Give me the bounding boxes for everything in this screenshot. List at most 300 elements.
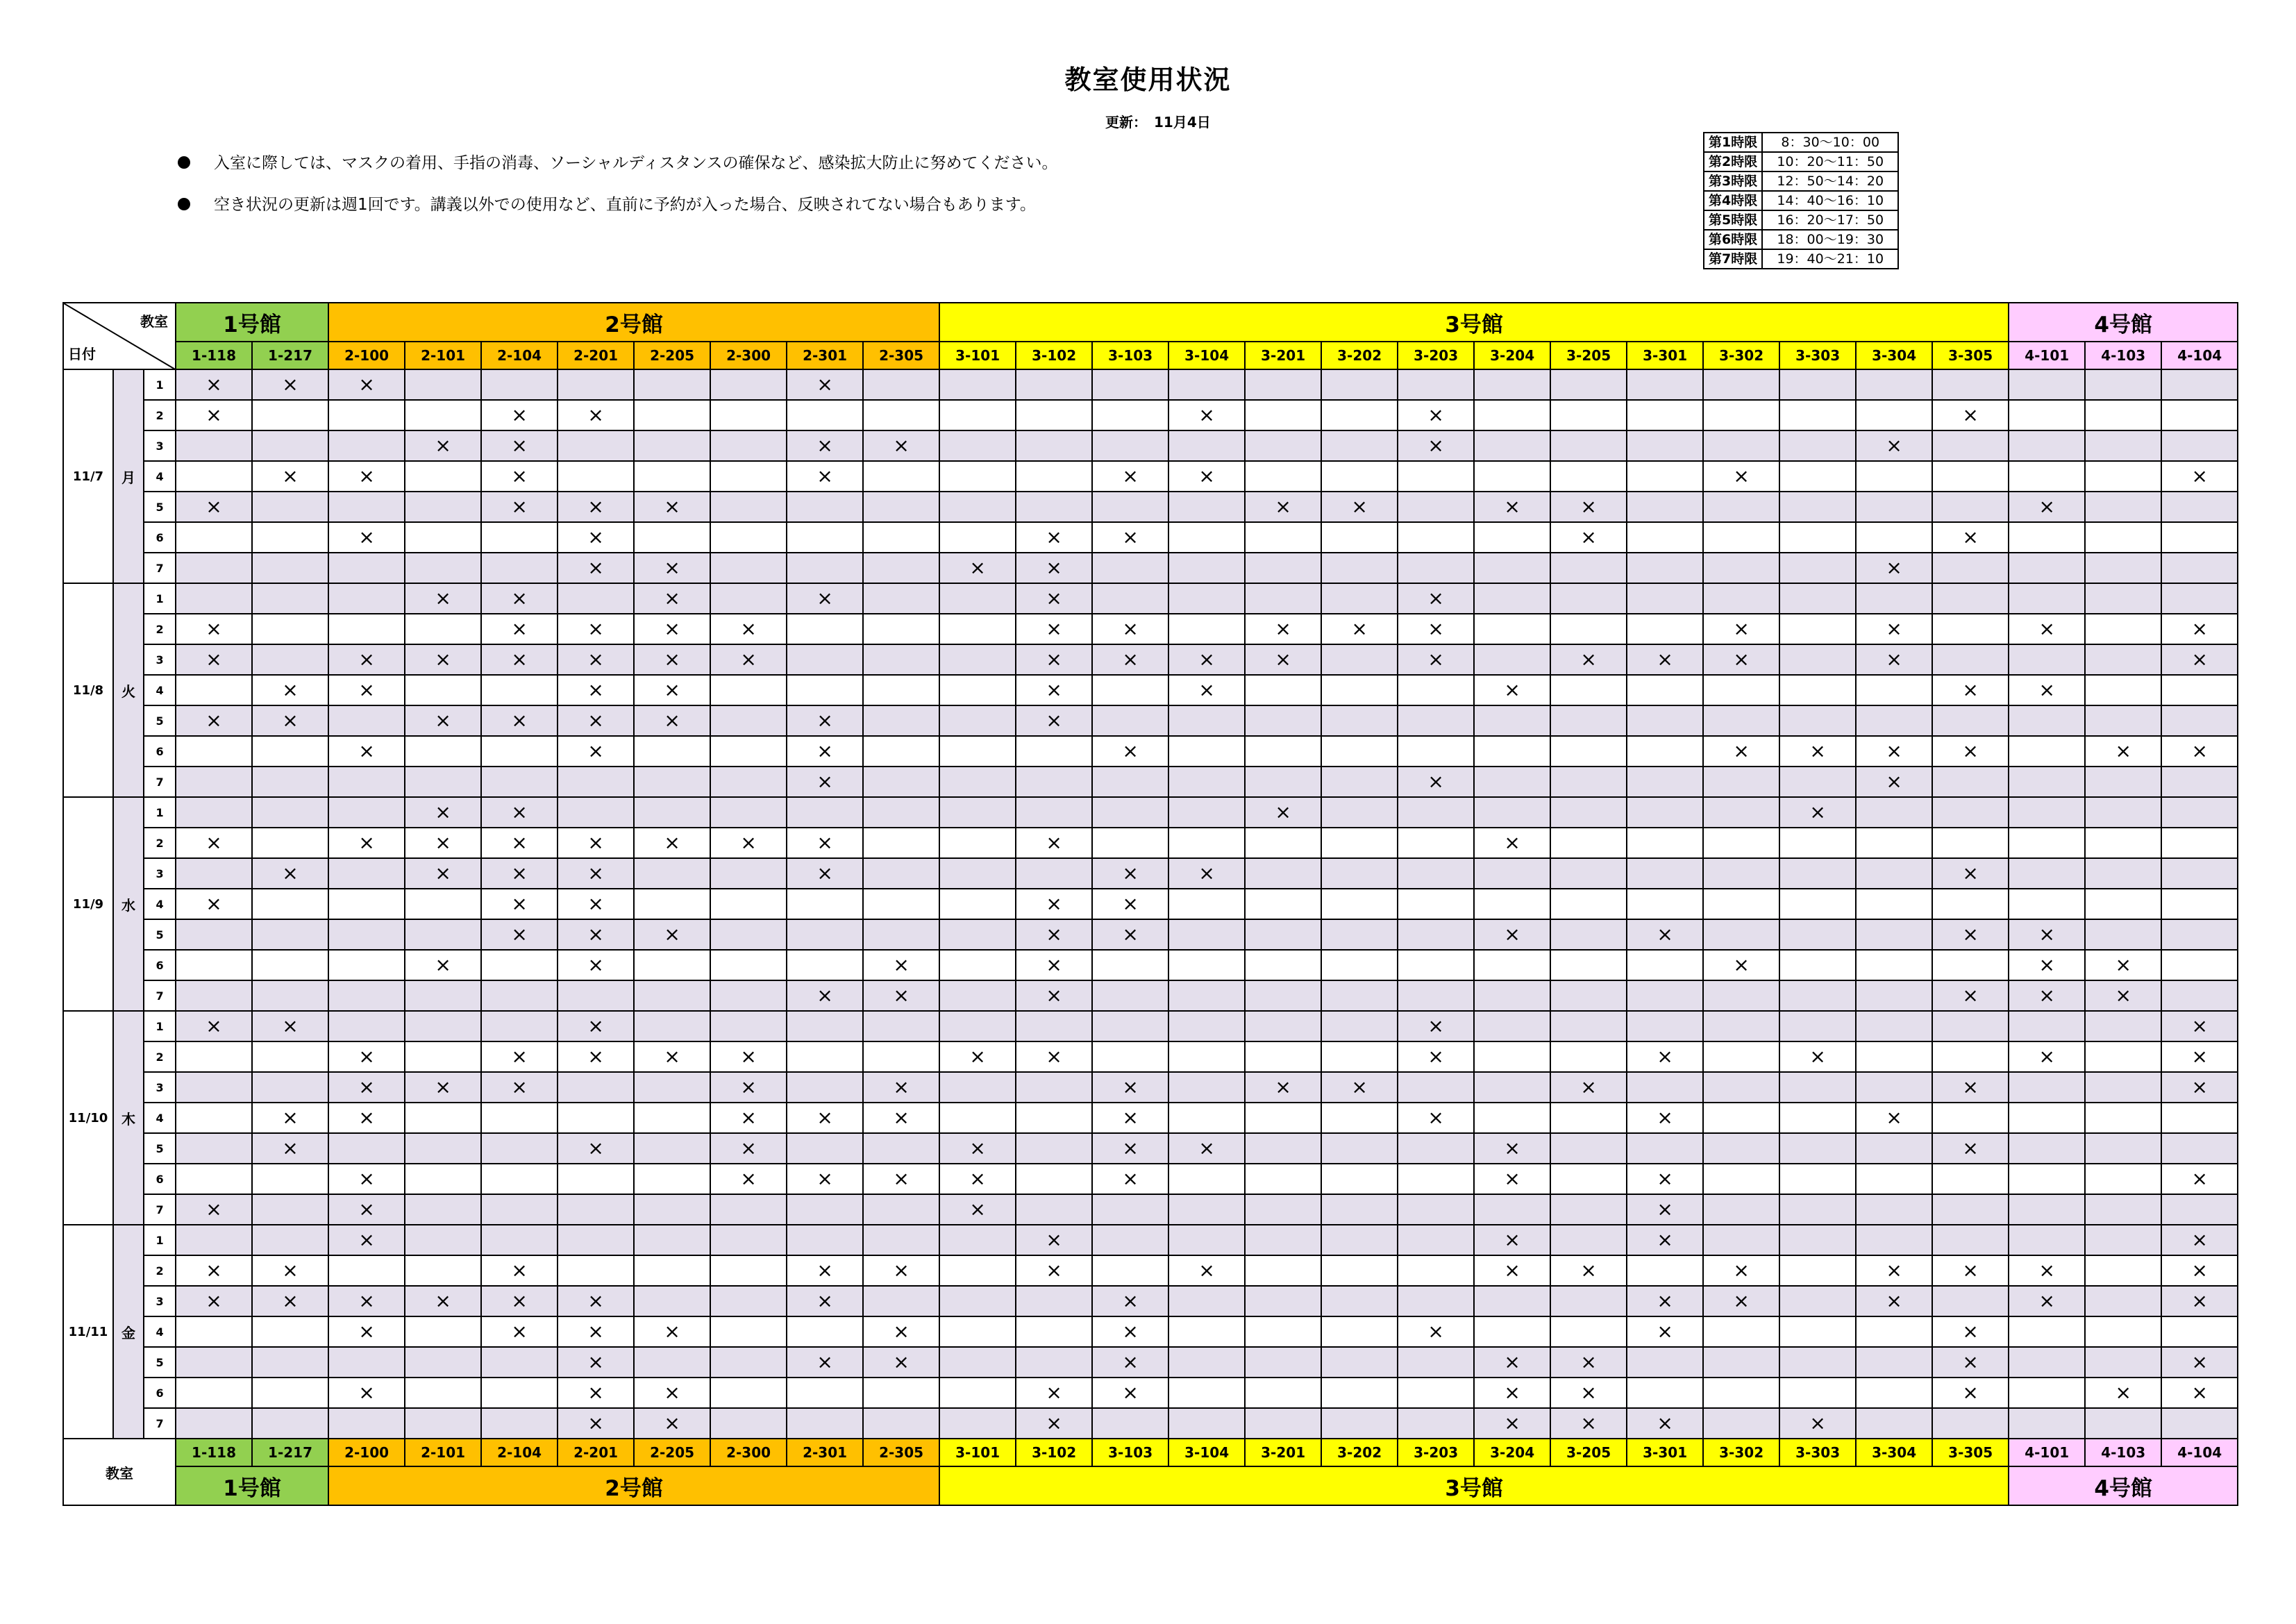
- room-number: 3-103: [1092, 1439, 1168, 1466]
- usage-cell: ×: [558, 736, 634, 767]
- usage-cell: [2085, 492, 2161, 522]
- usage-cell: [1550, 1316, 1627, 1347]
- usage-cell: ×: [1398, 583, 1474, 614]
- usage-cell: ×: [481, 1316, 558, 1347]
- usage-cell: [1398, 492, 1474, 522]
- usage-cell: [710, 1225, 787, 1255]
- usage-cell: [1398, 1255, 1474, 1286]
- usage-cell: [939, 644, 1016, 675]
- usage-cell: ×: [710, 1041, 787, 1072]
- table-row: [63, 858, 2238, 889]
- usage-cell: [328, 919, 405, 950]
- usage-cell: ×: [1016, 1041, 1092, 1072]
- usage-cell: ×: [1398, 1041, 1474, 1072]
- usage-cell: [863, 736, 939, 767]
- usage-cell: [1245, 705, 1321, 736]
- usage-cell: ×: [558, 1133, 634, 1164]
- usage-cell: [1398, 1072, 1474, 1103]
- room-number: 2-100: [328, 1439, 405, 1466]
- usage-cell: [1245, 675, 1321, 705]
- usage-cell: ×: [1932, 736, 2009, 767]
- usage-cell: [1779, 430, 1856, 461]
- usage-cell: ×: [1627, 1194, 1703, 1225]
- usage-cell: ×: [405, 1072, 481, 1103]
- usage-cell: [1016, 1347, 1092, 1378]
- usage-cell: [1779, 492, 1856, 522]
- usage-cell: ×: [2009, 980, 2085, 1011]
- usage-cell: [252, 1041, 328, 1072]
- usage-cell: ×: [1932, 1255, 2009, 1286]
- usage-cell: ×: [1398, 644, 1474, 675]
- usage-cell: ×: [1703, 736, 1779, 767]
- usage-cell: [1703, 889, 1779, 919]
- usage-cell: [1168, 1041, 1245, 1072]
- usage-cell: [710, 889, 787, 919]
- usage-cell: ×: [634, 828, 710, 858]
- usage-cell: [328, 492, 405, 522]
- usage-cell: ×: [1550, 1347, 1627, 1378]
- period-number: 7: [144, 1408, 176, 1439]
- usage-cell: [1321, 736, 1398, 767]
- usage-cell: [787, 1133, 863, 1164]
- room-number: 2-101: [405, 1439, 481, 1466]
- usage-cell: ×: [863, 1103, 939, 1133]
- usage-cell: [1932, 1041, 2009, 1072]
- usage-cell: [1245, 369, 1321, 400]
- usage-cell: [1627, 553, 1703, 583]
- usage-cell: [1550, 1194, 1627, 1225]
- usage-cell: [1703, 858, 1779, 889]
- period-label: 第7時限: [1704, 249, 1762, 269]
- usage-cell: ×: [252, 675, 328, 705]
- usage-cell: ×: [1092, 1164, 1168, 1194]
- usage-cell: [1627, 705, 1703, 736]
- usage-cell: [1550, 400, 1627, 430]
- room-number: 4-103: [2085, 1439, 2161, 1466]
- usage-cell: [939, 1011, 1016, 1041]
- usage-cell: [710, 767, 787, 797]
- weekday-cell: 金: [113, 1225, 144, 1439]
- usage-cell: ×: [252, 1255, 328, 1286]
- usage-cell: [2009, 858, 2085, 889]
- period-number: 3: [144, 644, 176, 675]
- usage-cell: [787, 889, 863, 919]
- room-number: 1-217: [252, 1439, 328, 1466]
- usage-cell: [252, 1347, 328, 1378]
- table-row: [63, 1164, 2238, 1194]
- usage-cell: [1168, 767, 1245, 797]
- usage-cell: [1932, 461, 2009, 492]
- usage-cell: [1092, 430, 1168, 461]
- room-number: 3-302: [1703, 1439, 1779, 1466]
- usage-cell: ×: [328, 1164, 405, 1194]
- date-cell: 11/11: [63, 1225, 113, 1439]
- usage-cell: ×: [1703, 644, 1779, 675]
- usage-cell: [1474, 522, 1550, 553]
- usage-cell: [710, 858, 787, 889]
- usage-cell: ×: [1932, 919, 2009, 950]
- usage-cell: [1245, 1378, 1321, 1408]
- usage-cell: [939, 492, 1016, 522]
- usage-cell: [1703, 369, 1779, 400]
- usage-cell: [1168, 1347, 1245, 1378]
- usage-cell: ×: [2009, 675, 2085, 705]
- usage-cell: ×: [710, 644, 787, 675]
- table-row: [63, 1286, 2238, 1316]
- usage-cell: [1245, 919, 1321, 950]
- building-header-row: [63, 303, 2238, 342]
- usage-cell: [2009, 736, 2085, 767]
- usage-cell: [634, 950, 710, 980]
- usage-cell: [1168, 369, 1245, 400]
- usage-cell: ×: [863, 1072, 939, 1103]
- usage-cell: [1856, 1194, 1932, 1225]
- usage-cell: ×: [405, 1286, 481, 1316]
- usage-cell: [2085, 1225, 2161, 1255]
- usage-cell: ×: [1779, 1041, 1856, 1072]
- usage-cell: ×: [481, 644, 558, 675]
- usage-cell: ×: [1016, 828, 1092, 858]
- usage-cell: [1627, 583, 1703, 614]
- usage-cell: [481, 1011, 558, 1041]
- building-name: 4号館: [2009, 1466, 2238, 1505]
- usage-cell: [1932, 1408, 2009, 1439]
- usage-cell: ×: [481, 797, 558, 828]
- usage-cell: [2085, 522, 2161, 553]
- usage-cell: [1321, 1255, 1398, 1286]
- usage-cell: [863, 675, 939, 705]
- usage-cell: [176, 950, 252, 980]
- usage-cell: [1245, 1255, 1321, 1286]
- usage-cell: [481, 950, 558, 980]
- usage-cell: [1474, 614, 1550, 644]
- usage-cell: ×: [1245, 797, 1321, 828]
- usage-cell: [863, 919, 939, 950]
- usage-cell: [1092, 1408, 1168, 1439]
- usage-cell: ×: [787, 1286, 863, 1316]
- usage-cell: [1321, 950, 1398, 980]
- usage-cell: ×: [176, 614, 252, 644]
- usage-cell: [634, 1194, 710, 1225]
- building-name: 1号館: [176, 1466, 328, 1505]
- usage-cell: [1703, 1072, 1779, 1103]
- usage-cell: ×: [558, 675, 634, 705]
- room-number: 2-104: [481, 342, 558, 369]
- usage-cell: [252, 767, 328, 797]
- usage-cell: ×: [252, 1011, 328, 1041]
- usage-cell: ×: [1016, 614, 1092, 644]
- usage-cell: [710, 1286, 787, 1316]
- usage-cell: [939, 705, 1016, 736]
- usage-cell: [863, 1194, 939, 1225]
- table-row: [63, 919, 2238, 950]
- usage-cell: ×: [1932, 1133, 2009, 1164]
- usage-cell: ×: [787, 858, 863, 889]
- usage-cell: [1092, 675, 1168, 705]
- room-number: 3-204: [1474, 342, 1550, 369]
- room-label: 教室: [140, 313, 169, 330]
- usage-cell: [1703, 553, 1779, 583]
- usage-cell: [634, 736, 710, 767]
- usage-cell: ×: [787, 980, 863, 1011]
- usage-cell: [1321, 1316, 1398, 1347]
- usage-cell: [1016, 1194, 1092, 1225]
- usage-cell: ×: [2085, 736, 2161, 767]
- usage-cell: [1016, 1011, 1092, 1041]
- usage-cell: [863, 797, 939, 828]
- usage-cell: [1168, 736, 1245, 767]
- usage-cell: ×: [939, 1164, 1016, 1194]
- usage-cell: [252, 644, 328, 675]
- room-number: 3-102: [1016, 342, 1092, 369]
- usage-cell: [1321, 644, 1398, 675]
- usage-cell: ×: [176, 644, 252, 675]
- usage-cell: [1856, 797, 1932, 828]
- usage-cell: [1168, 1225, 1245, 1255]
- usage-cell: ×: [252, 858, 328, 889]
- usage-cell: [1779, 1255, 1856, 1286]
- usage-cell: [176, 522, 252, 553]
- usage-cell: [1398, 1194, 1474, 1225]
- usage-cell: [1779, 1164, 1856, 1194]
- usage-cell: [2085, 583, 2161, 614]
- usage-cell: ×: [1932, 400, 2009, 430]
- usage-cell: ×: [558, 1041, 634, 1072]
- usage-cell: [1321, 889, 1398, 919]
- usage-cell: ×: [1703, 950, 1779, 980]
- usage-cell: [558, 1194, 634, 1225]
- usage-cell: ×: [1016, 889, 1092, 919]
- usage-cell: [939, 369, 1016, 400]
- room-number: 3-302: [1703, 342, 1779, 369]
- usage-cell: [939, 858, 1016, 889]
- building-name: 3号館: [939, 303, 2009, 342]
- usage-cell: ×: [558, 492, 634, 522]
- usage-cell: [1398, 522, 1474, 553]
- usage-cell: ×: [252, 369, 328, 400]
- usage-cell: [252, 889, 328, 919]
- usage-cell: ×: [1550, 644, 1627, 675]
- usage-cell: [1932, 1225, 2009, 1255]
- usage-cell: ×: [1856, 1103, 1932, 1133]
- usage-cell: ×: [558, 522, 634, 553]
- usage-cell: [710, 980, 787, 1011]
- building-name: 4号館: [2009, 303, 2238, 342]
- usage-cell: [1703, 797, 1779, 828]
- usage-cell: [939, 1316, 1016, 1347]
- usage-cell: [1550, 430, 1627, 461]
- usage-cell: [787, 919, 863, 950]
- usage-cell: [1779, 675, 1856, 705]
- usage-cell: ×: [863, 1316, 939, 1347]
- usage-cell: [1092, 1225, 1168, 1255]
- room-number: 4-104: [2161, 342, 2238, 369]
- usage-cell: ×: [2161, 1347, 2238, 1378]
- room-number: 3-303: [1779, 342, 1856, 369]
- usage-cell: [252, 1316, 328, 1347]
- table-row: [63, 797, 2238, 828]
- usage-cell: [176, 1164, 252, 1194]
- usage-cell: [863, 889, 939, 919]
- table-row: [63, 614, 2238, 644]
- bullet-icon: [178, 198, 190, 210]
- usage-cell: [710, 583, 787, 614]
- usage-cell: [787, 522, 863, 553]
- usage-cell: ×: [176, 1194, 252, 1225]
- table-row: [63, 1103, 2238, 1133]
- page-title: 教室使用状況: [1064, 65, 1232, 95]
- usage-cell: ×: [939, 1041, 1016, 1072]
- usage-cell: [1779, 950, 1856, 980]
- usage-cell: [2085, 889, 2161, 919]
- usage-cell: ×: [328, 1041, 405, 1072]
- usage-cell: ×: [328, 1194, 405, 1225]
- usage-cell: [863, 705, 939, 736]
- usage-cell: [1092, 400, 1168, 430]
- usage-cell: ×: [1016, 522, 1092, 553]
- usage-cell: [1856, 705, 1932, 736]
- usage-cell: [1016, 1316, 1092, 1347]
- usage-cell: [787, 1072, 863, 1103]
- usage-cell: ×: [1168, 1255, 1245, 1286]
- period-time-table: [1703, 132, 1899, 269]
- period-number: 5: [144, 919, 176, 950]
- usage-cell: [1779, 614, 1856, 644]
- usage-cell: [1550, 919, 1627, 950]
- usage-cell: ×: [863, 1164, 939, 1194]
- usage-cell: [328, 430, 405, 461]
- period-row: [1704, 249, 1898, 269]
- usage-cell: [1321, 522, 1398, 553]
- usage-cell: ×: [1703, 1286, 1779, 1316]
- usage-cell: [405, 1255, 481, 1286]
- usage-cell: [1703, 1011, 1779, 1041]
- usage-cell: [2161, 1103, 2238, 1133]
- period-label: 第5時限: [1704, 210, 1762, 230]
- period-time: 10：20〜11：50: [1762, 152, 1898, 171]
- usage-cell: ×: [2161, 644, 2238, 675]
- usage-cell: [1398, 828, 1474, 858]
- usage-cell: [1016, 461, 1092, 492]
- usage-cell: ×: [1856, 614, 1932, 644]
- usage-cell: ×: [1474, 1133, 1550, 1164]
- usage-cell: ×: [1932, 1316, 2009, 1347]
- usage-cell: [863, 583, 939, 614]
- period-number: 4: [144, 889, 176, 919]
- usage-cell: [634, 522, 710, 553]
- usage-cell: ×: [1245, 614, 1321, 644]
- usage-cell: ×: [481, 430, 558, 461]
- usage-cell: [2085, 1255, 2161, 1286]
- usage-cell: [1627, 369, 1703, 400]
- usage-cell: [2009, 400, 2085, 430]
- usage-cell: [1321, 980, 1398, 1011]
- usage-cell: ×: [2161, 1072, 2238, 1103]
- usage-cell: [1321, 1164, 1398, 1194]
- usage-cell: [481, 1347, 558, 1378]
- usage-cell: [558, 1072, 634, 1103]
- usage-cell: [710, 950, 787, 980]
- usage-cell: [1932, 614, 2009, 644]
- usage-cell: [1398, 980, 1474, 1011]
- usage-cell: ×: [787, 767, 863, 797]
- usage-cell: [1016, 1103, 1092, 1133]
- usage-cell: ×: [328, 644, 405, 675]
- usage-cell: [1550, 797, 1627, 828]
- usage-cell: [1703, 828, 1779, 858]
- room-number: 2-205: [634, 342, 710, 369]
- usage-cell: [1474, 1316, 1550, 1347]
- usage-cell: ×: [1932, 675, 2009, 705]
- period-number: 6: [144, 950, 176, 980]
- bullet-icon: [178, 156, 190, 169]
- usage-cell: [1703, 1133, 1779, 1164]
- usage-cell: ×: [2009, 919, 2085, 950]
- room-number: 3-203: [1398, 1439, 1474, 1466]
- usage-cell: [1474, 858, 1550, 889]
- table-row: [63, 461, 2238, 492]
- usage-cell: [328, 400, 405, 430]
- usage-cell: ×: [1092, 461, 1168, 492]
- usage-cell: [939, 889, 1016, 919]
- usage-cell: [1703, 1378, 1779, 1408]
- usage-cell: [1245, 553, 1321, 583]
- usage-cell: ×: [558, 889, 634, 919]
- usage-cell: [1016, 400, 1092, 430]
- update-date: 更新： 11月4日: [1105, 114, 1211, 131]
- usage-cell: ×: [2161, 1164, 2238, 1194]
- usage-cell: [481, 369, 558, 400]
- usage-cell: [1092, 492, 1168, 522]
- usage-cell: [1092, 553, 1168, 583]
- usage-cell: ×: [1627, 1041, 1703, 1072]
- usage-cell: [252, 736, 328, 767]
- usage-cell: [1703, 919, 1779, 950]
- usage-cell: [405, 767, 481, 797]
- usage-cell: [1398, 1164, 1474, 1194]
- usage-cell: [939, 522, 1016, 553]
- usage-cell: [405, 522, 481, 553]
- usage-cell: [2085, 553, 2161, 583]
- usage-cell: [252, 553, 328, 583]
- usage-cell: ×: [405, 644, 481, 675]
- usage-cell: [787, 1225, 863, 1255]
- usage-cell: ×: [2161, 1041, 2238, 1072]
- usage-cell: ×: [2009, 1255, 2085, 1286]
- footer-room-label: 教室: [63, 1439, 176, 1505]
- usage-cell: ×: [1474, 1347, 1550, 1378]
- room-number: 2-301: [787, 342, 863, 369]
- usage-cell: [863, 1041, 939, 1072]
- usage-cell: [1474, 767, 1550, 797]
- usage-cell: [2009, 1378, 2085, 1408]
- usage-cell: ×: [1550, 1408, 1627, 1439]
- usage-cell: [863, 1133, 939, 1164]
- usage-cell: [2009, 1072, 2085, 1103]
- usage-cell: [1779, 767, 1856, 797]
- usage-cell: [1550, 1225, 1627, 1255]
- usage-cell: [1932, 767, 2009, 797]
- usage-cell: [176, 1072, 252, 1103]
- usage-cell: ×: [481, 614, 558, 644]
- usage-cell: ×: [252, 1103, 328, 1133]
- usage-cell: [1092, 980, 1168, 1011]
- usage-cell: [252, 797, 328, 828]
- usage-cell: [863, 1378, 939, 1408]
- usage-cell: [1856, 461, 1932, 492]
- usage-cell: [1474, 430, 1550, 461]
- usage-cell: [405, 461, 481, 492]
